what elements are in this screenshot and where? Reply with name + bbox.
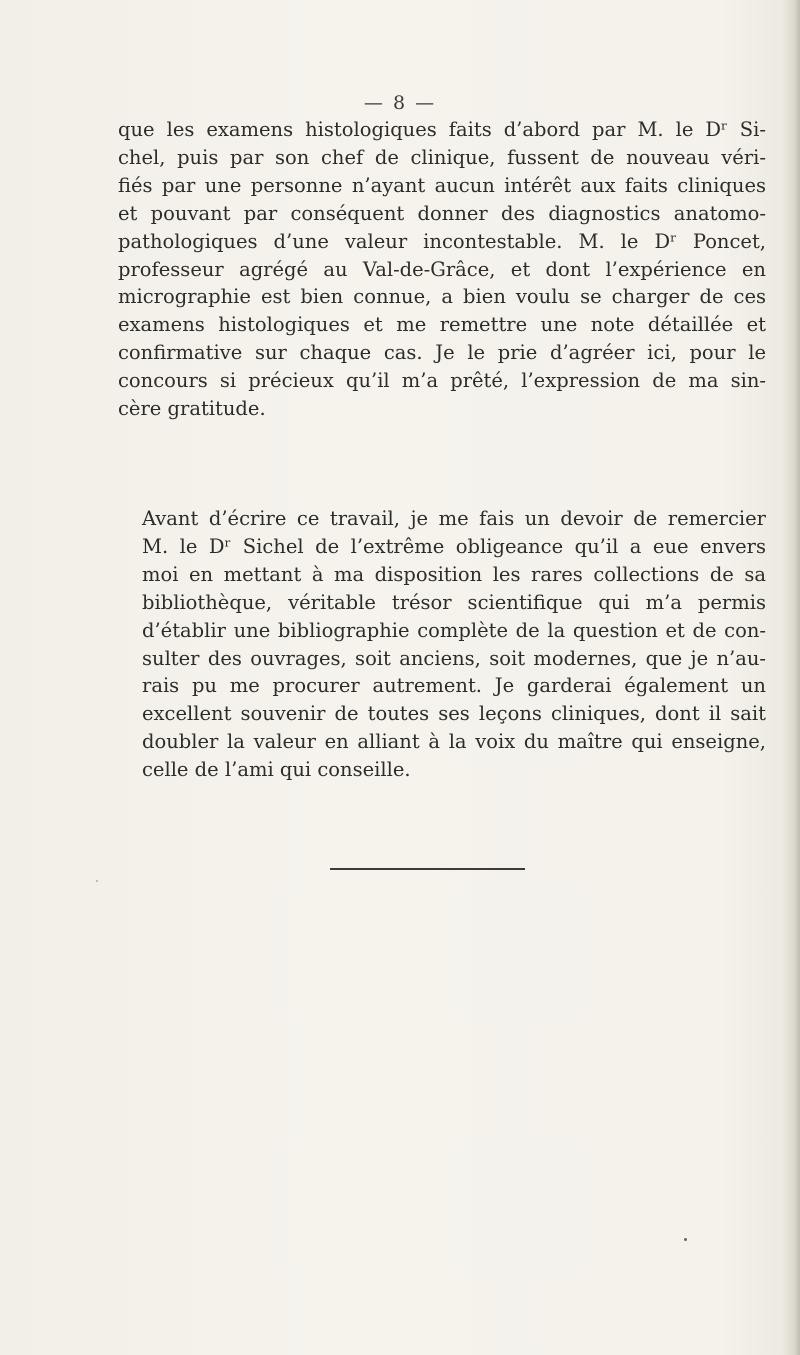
text-line: chel, puis par son chef de clinique, fussent de nouveau véri- [118, 145, 766, 169]
text-line: Avant d’écrire ce travail, je me fais un devoir de remercier [142, 507, 766, 530]
text-line: moi en mettant à ma disposition les rares collections de sa [142, 562, 766, 586]
text-line: pathologiques d’une valeur incontestable. M. le Dʳ Poncet, [118, 229, 766, 253]
text-line: rais pu me procurer autrement. Je garderai également un [142, 674, 766, 698]
text-line: fiés par une personne n’ayant aucun intérêt aux faits cliniques [118, 173, 766, 197]
text-line: concours si précieux qu’il m’a prêté, l’expression de ma sin- [118, 369, 766, 393]
text-line: examens histologiques et me remettre une note détaillée et [118, 313, 766, 337]
text-line: sulter des ouvrages, soit anciens, soit modernes, que je n’au- [142, 646, 766, 670]
text-line: micrographie est bien connue, a bien voulu se charger de ces [118, 285, 766, 309]
paper-speck [96, 880, 98, 882]
text-line: M. le Dʳ Sichel de l’extrême obligeance qu’il a eue envers [142, 534, 766, 558]
text-line: doubler la valeur en alliant à la voix du maître qui enseigne, [142, 730, 766, 754]
text-line: et pouvant par conséquent donner des diagnostics anatomo- [118, 201, 766, 225]
paper-speck [684, 1238, 687, 1241]
text-line: professeur agrégé au Val-de-Grâce, et dont l’expérience en [118, 257, 766, 281]
text-line: cère gratitude. [118, 397, 266, 421]
paragraph-acknowledgement-histology [118, 116, 766, 423]
text-line: d’établir une bibliographie complète de la question et de con- [142, 618, 766, 642]
page-edge-shadow [782, 0, 800, 1355]
page-number: — 8 — [363, 92, 437, 114]
text-line: celle de l’ami qui conseille. [142, 758, 411, 782]
text-line: que les examens histologiques faits d’abord par M. le Dʳ Si- [118, 118, 766, 141]
paragraph-acknowledgement-sichel [118, 505, 766, 784]
text-line: bibliothèque, véritable trésor scientifique qui m’a permis [142, 590, 766, 614]
section-divider-rule [330, 868, 525, 870]
text-line: excellent souvenir de toutes ses leçons cliniques, dont il sait [142, 702, 766, 726]
text-line: confirmative sur chaque cas. Je le prie d’agréer ici, pour le [118, 341, 766, 365]
